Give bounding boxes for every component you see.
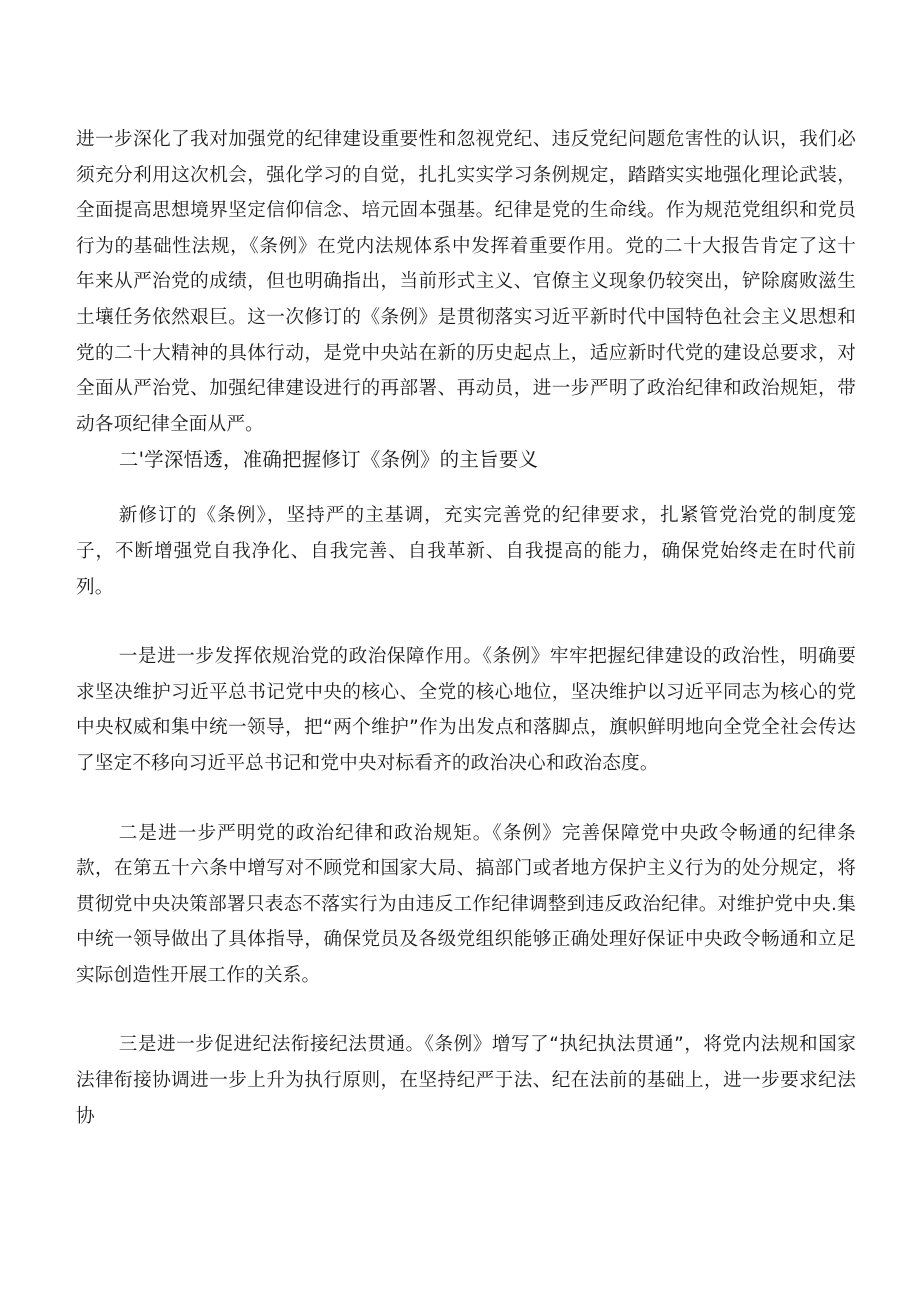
paragraph-point-three: 三是进一步促进纪法衔接纪法贯通。《条例》增写了“执纪执法贯通”，将党内法规和国家法律衔接协调进一步上升为执行原则，在坚持纪严于法、纪在法前的基础上，进一步要求纪法协: [76, 1034, 856, 1127]
paragraph-overview: 新修订的《条例》，坚持严的主基调，充实完善党的纪律要求，扎紧管党治党的制度笼子，不断增强党自我净化、自我完善、自我革新、自我提高的能力，确保党始终走在时代前列。: [76, 505, 856, 598]
paragraph-point-one: 一是进一步发挥依规治党的政治保障作用。《条例》牢牢把握纪律建设的政治性，明确要求坚决维护习近平总书记党中央的核心、全党的核心地位，坚决维护以习近平同志为核心的党中央权威和集中统一领导，把“两个维护”作为出发点和落脚点，旗帜鲜明地向全党全社会传达了坚定不移向习近平总书记和党中央对标看齐的政治决心和政治态度。: [76, 646, 856, 774]
document-page: [76, 122, 856, 1134]
paragraph-point-two: 二是进一步严明党的政治纪律和政治规矩。《条例》完善保障党中央政令畅通的纪律条款，在第五十六条中增写对不顾党和国家大局、搞部门或者地方保护主义行为的处分规定，将贯彻党中央决策部署只表态不落实行为由违反工作纪律调整到违反政治纪律。对维护党中央.集中统一领导做出了具体指导，确保党员及各级党组织能够正确处理好保证中央政令畅通和立足实际创造性开展工作的关系。: [76, 822, 856, 986]
intro-paragraph: 进一步深化了我对加强党的纪律建设重要性和忽视党纪、违反党纪问题危害性的认识，我们必须充分利用这次机会，强化学习的自觉，扎扎实实学习条例规定，踏踏实实地强化理论武装，全面提高思想境界坚定信仰信念、培元固本强基。纪律是党的生命线。作为规范党组织和党员行为的基础性法规，《条例》在党内法规体系中发挥着重要作用。党的二十大报告肯定了这十年来从严治党的成绩，但也明确指出，当前形式主义、官僚主义现象仍较突出，铲除腐败滋生土壤任务依然艰巨。这一次修订的《条例》是贯彻落实习近平新时代中国特色社会主义思想和党的二十大精神的具体行动，是党中央站在新的历史起点上，适应新时代党的建设总要求，对全面从严治党、加强纪律建设进行的再部署、再动员，进一步严明了政治纪律和政治规矩，带动各项纪律全面从严。: [76, 129, 856, 435]
section-heading: 二'学深悟透，准确把握修订《条例》的主旨要义: [118, 448, 539, 472]
